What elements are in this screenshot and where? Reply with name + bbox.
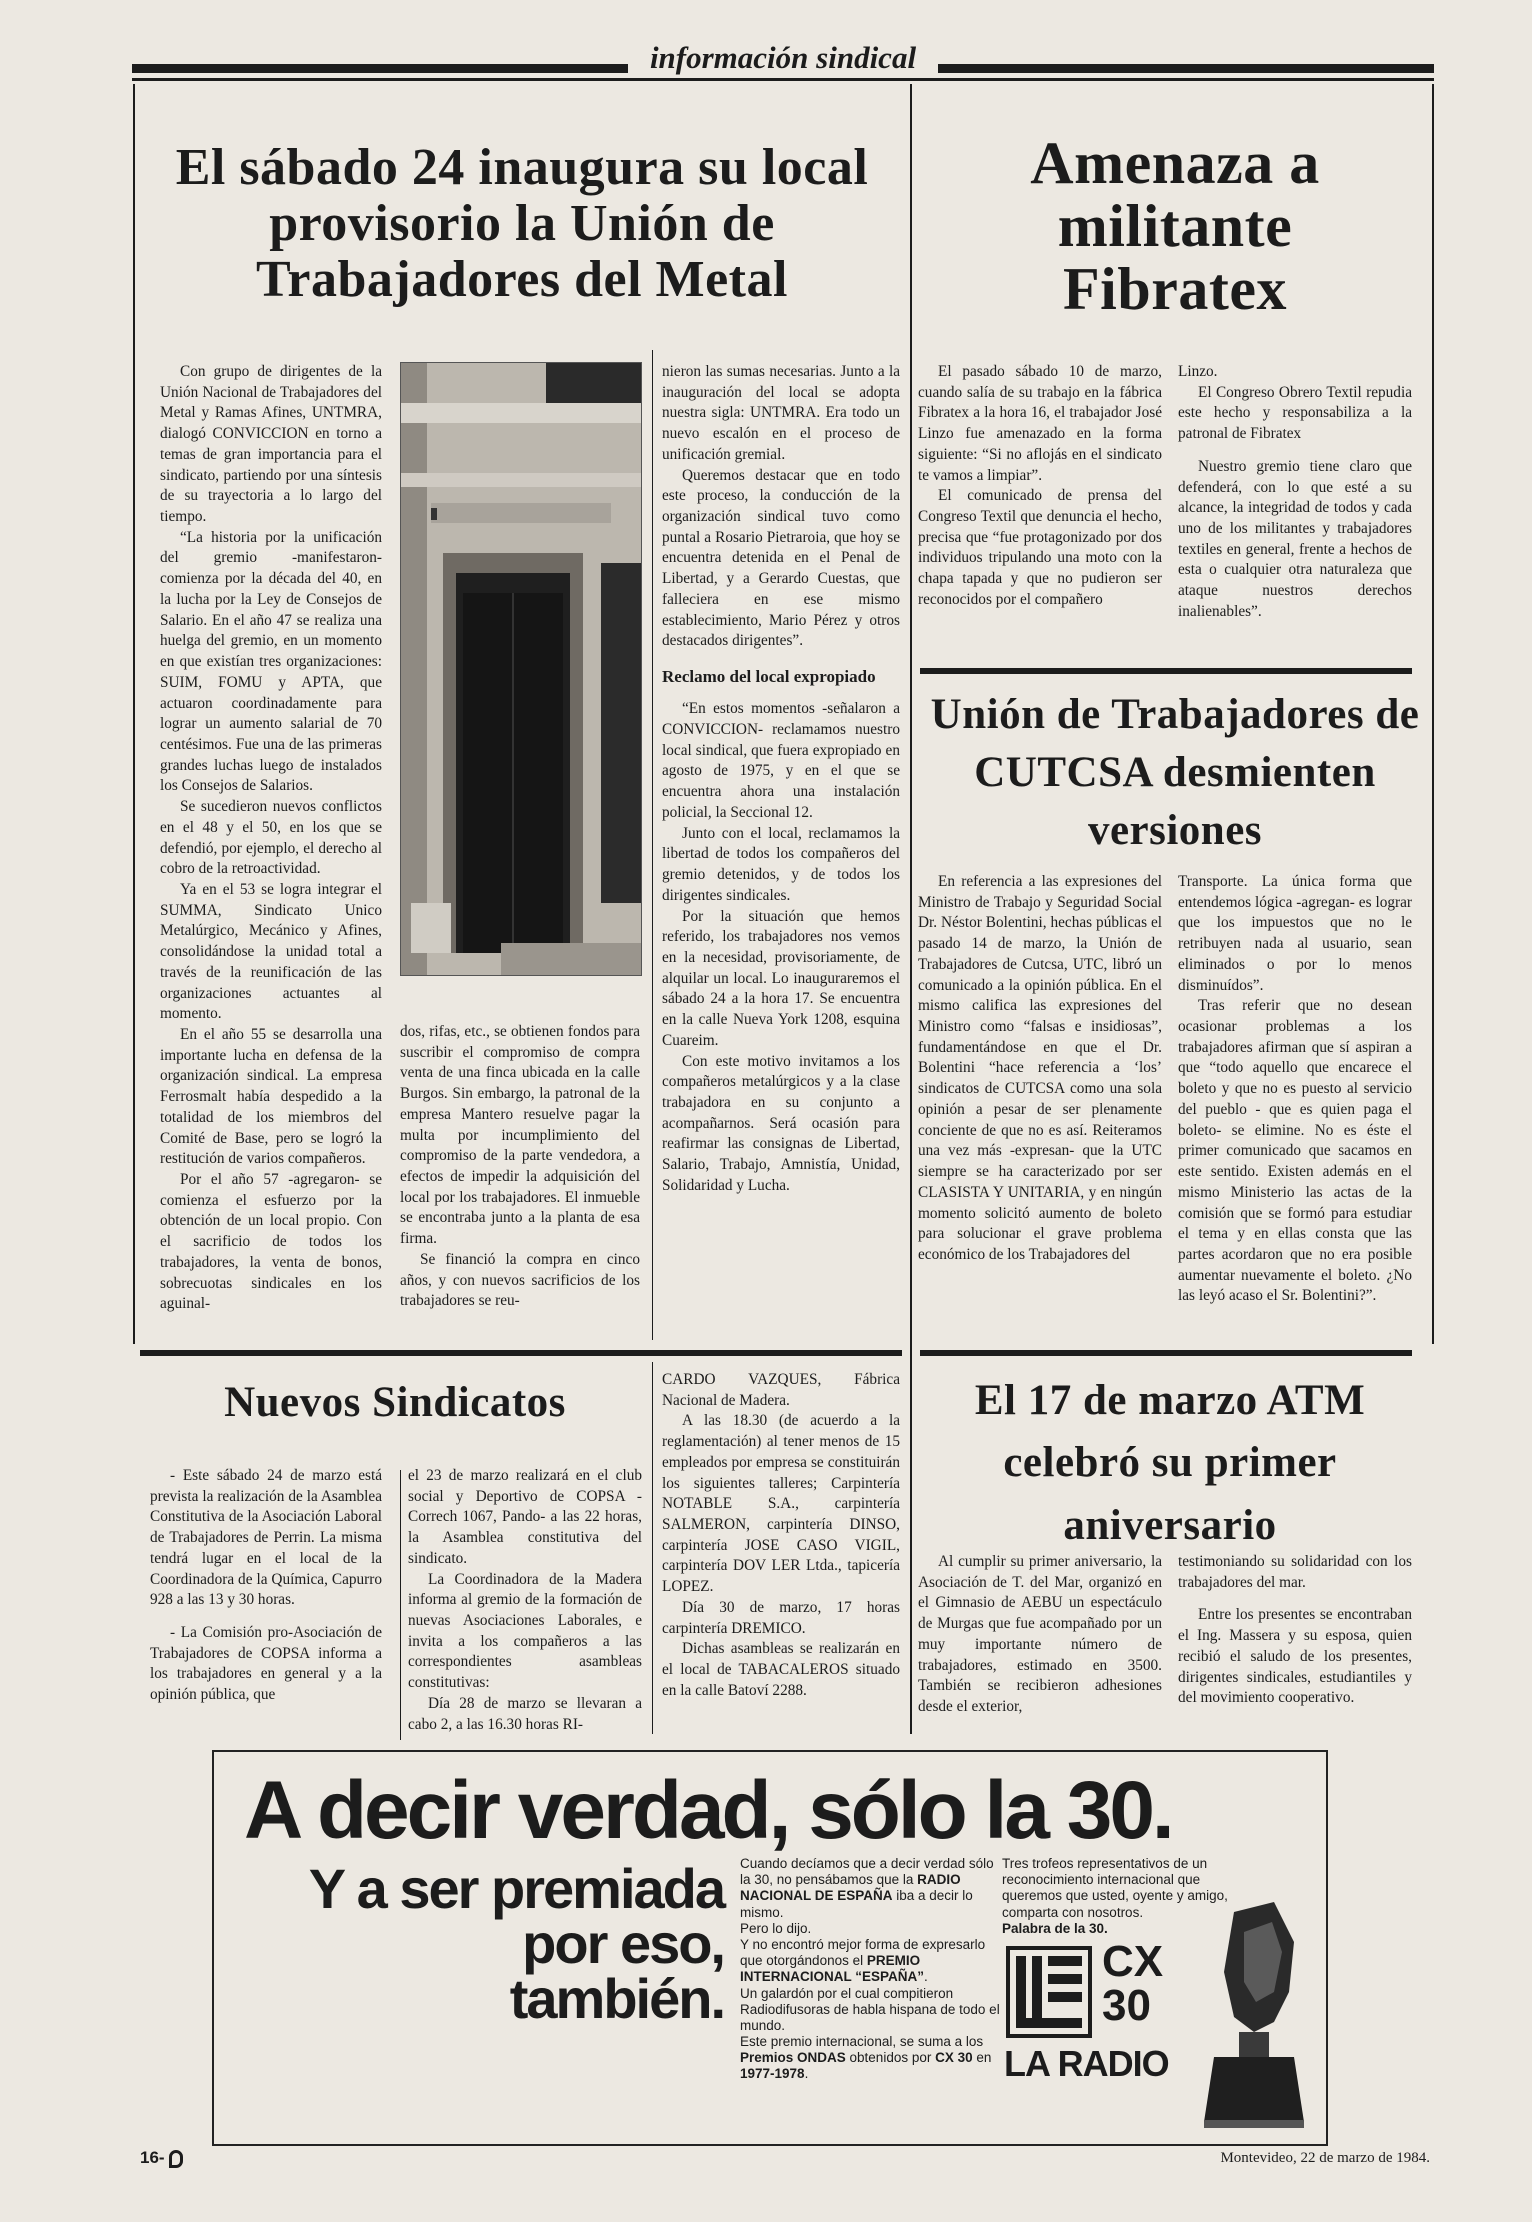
cx30-logo-mark	[1004, 1944, 1094, 2040]
page-number	[140, 2148, 183, 2168]
paragraph: Transporte. La única forma que entendemos lógica -agregan- es lograr que los impuestos que no le retribuyen nada al usuario, sean eliminados o por lo menos disminuídos”.	[1178, 873, 1412, 994]
paragraph: “La historia por la unificación del gremio -manifestaron- comienza por la década del 40, en la lucha por la Ley de Consejos de Salario. En el año 47 se realiza una huelga del gremio, en un momento en que existían tres organizaciones: SUIM, FOMU y APTA, que actuaron coordinadamente para lograr un aumento salarial de 70 centésimos. Fue una de las primeras grandes luchas luego de instalados los Consejos de Salarios.	[160, 528, 382, 795]
paragraph: Tras referir que no desean ocasionar problemas a los trabajadores afirman que sí aspiran a que “todo aquello que encarece el boleto y que no es puesto al servicio del pueblo - que es quien paga el boleto- se elimine. No es éste el primer comunicado que sacamos en este sentido. Existen además en el mismo Ministerio las actas de la comisión que se formó para estudiar el tema y en ellas consta que las partes acordaron que no era posible aumentar nuevamente el boleto. ¿No las leyó acaso el Sr. Bolentini?”.	[1178, 997, 1412, 1305]
paragraph: el 23 de marzo realizará en el club social y Deportivo de COPSA -Correch 1067, Pando- a las 22 horas, la Asamblea constitutiva del sindicato.	[408, 1467, 642, 1567]
paragraph: testimoniando su solidaridad con los trabajadores del mar.	[1178, 1553, 1412, 1591]
building-photo-illustration	[401, 363, 641, 975]
atm-column-1	[918, 1552, 1162, 1718]
headline-cutcsa: Unión de Trabajadores de CUTCSA desmienten versiones	[930, 691, 1420, 855]
paragraph: Linzo.	[1178, 363, 1218, 380]
frame-left	[133, 84, 135, 1344]
paragraph: dos, rifas, etc., se obtienen fondos para suscribir el compromiso de compra venta de una finca ubicada en la calle Burgos. Sin embargo, la patronal de la empresa Mantero resuelve pagar la multa por incumplimiento del compromiso de la parte vendedora, a efectos de impedir la adquisición del local por los trabajadores. El inmueble se encontraba junto a la planta de esa firma.	[400, 1023, 640, 1248]
paragraph: “En estos momentos -señalaron a CONVICCION- reclamamos nuestro local sindical, que fuera expropiado en agosto de 1975, y en el que se encuentra ahora una instalación policial, la Seccional 12.	[662, 700, 900, 821]
paragraph: El Congreso Obrero Textil repudia este hecho y responsabiliza a la patronal de Fibratex	[1178, 383, 1412, 443]
paragraph: Con grupo de dirigentes de la Unión Nacional de Trabajadores del Metal y Ramas Afines, UNTMRA, dialogó CONVICCION en torno a temas de gran importancia para el sindicato, partiendo por una síntesis de su trayectoria a lo largo del tiempo.	[160, 363, 382, 526]
column-divider-main	[910, 84, 912, 1734]
headline-atm: El 17 de marzo ATM celebró su primer aniversario	[974, 1377, 1366, 1549]
ad-sub-line: Y a ser premiada	[308, 1857, 724, 1920]
paragraph: Dichas asambleas se realizarán en el local de TABACALEROS situado en la calle Batoví 2288.	[662, 1640, 900, 1699]
paragraph: CARDO VAZQUES, Fábrica Nacional de Madera.	[662, 1371, 900, 1409]
paragraph: Al cumplir su primer aniversario, la Asociación de T. del Mar, organizó en el Gimnasio de AEBU un espectáculo de Murgas que fue acompañado por un muy importante número de trabajadores, estimado en 3500. También se recibieron adhesiones desde el exterior,	[918, 1553, 1162, 1716]
subheading: Reclamo del local expropiado	[662, 667, 876, 687]
paragraph: Queremos destacar que en todo este proceso, la conducción de la organización sindical tuvo como puntal a Rosario Pietraroia, que hoy se encuentra detenida en el Penal de Libertad, y a Gerardo Cuestas, que falleciera en ese mismo establecimiento, Mario Pérez y otros destacados dirigentes”.	[662, 466, 900, 650]
nuevos-column-1	[150, 1466, 382, 1706]
ad-headline: A decir verdad, sólo la 30.	[244, 1765, 1172, 1856]
conviccion-logo-icon	[169, 2150, 183, 2168]
logo-code: CX	[1102, 1937, 1164, 1986]
ad-sub-line: por eso,	[522, 1911, 724, 1975]
metal-column-1	[160, 362, 382, 1315]
footer-date: Montevideo, 22 de marzo de 1984.	[1220, 2150, 1430, 2166]
paragraph: El comunicado de prensa del Congreso Textil que denuncia el hecho, precisa que “fue protagonizado por dos individuos tripulando una moto con la chapa tapada y que no pudieron ser reconocidos por el compañero	[918, 487, 1162, 608]
paragraph: Nuestro gremio tiene claro que defenderá, con lo que esté a su alcance, la integridad de todos y cada uno de los militantes y trabajadores textiles en general, frente a hechos de esta o cualquier otra naturaleza que ataque nuestros derechos inalienables”.	[1178, 457, 1412, 620]
paragraph: A las 18.30 (de acuerdo a la reglamentación) al tener menos de 15 empleados por empresa se constituirán los siguientes talleres; Carpintería NOTABLE S.A., carpintería SALMERON, carpintería DINSO, carpintería JOSE CASO VIGIL, carpintería DOV LER Ltda., tapicería LOPEZ.	[662, 1412, 900, 1596]
ad-subheadline	[254, 1857, 724, 2030]
paragraph: Entre los presentes se encontraban el Ing. Massera y su esposa, quien recibió el saludo de los presentes, dirigentes sindicales, estudiantiles y del movimiento cooperativo.	[1178, 1606, 1412, 1707]
rule-fibratex-cutcsa	[920, 668, 1412, 674]
column-divider-metal-1	[652, 350, 653, 1340]
trophy-illustration	[1194, 1902, 1314, 2132]
radio-advertisement	[212, 1750, 1328, 2146]
logo-tagline: LA RADIO	[1004, 2043, 1169, 2084]
cutcsa-column-1	[918, 872, 1162, 1266]
atm-column-2	[1178, 1552, 1412, 1709]
section-title: información sindical	[628, 38, 938, 78]
paragraph: - La Comisión pro-Asociación de Trabajadores de COPSA informa a los trabajadores en general y a la opinión pública, que	[150, 1624, 382, 1704]
rule-metal-nuevos	[140, 1350, 902, 1356]
frame-right	[1432, 84, 1434, 1344]
paragraph: Se financió la compra en cinco años, y con nuevos sacrificios de los trabajadores se reu-	[400, 1250, 640, 1310]
headline-metal: El sábado 24 inaugura su local provisorio la Unión de Trabajadores del Metal	[175, 139, 869, 309]
paragraph: En referencia a las expresiones del Ministro de Trabajo y Seguridad Social Dr. Néstor Bolentini, hechas públicas el pasado 14 de marzo, la Unión de Trabajadores de Cutcsa, UTC, libró un comunicado a la opinión pública. En el mismo califica las expresiones del Ministro como “falsas e insidiosas”, fundamentándose en que el Dr. Bolentini “hace referencia a ‘los’ sindicatos de CUTCSA como una sola opinión a pesar de ser plenamente conciente de que no es así. Reiteramos una vez más -expresan- que la UTC siempre se ha caracterizado por ser CLASISTA Y UNITARIA, y en ningún momento solicitó aumento de boleto para solucionar el grave problema económico de los Trabajadores del	[918, 873, 1162, 1263]
fibratex-column-2	[1178, 362, 1412, 623]
headline-fibratex: Amenaza a militante Fibratex	[1030, 130, 1320, 322]
paragraph: - Este sábado 24 de marzo está prevista la realización de la Asamblea Constitutiva de la Asociación Laboral de Trabajadores de Perrin. La misma tendrá lugar en el local de la Coordinadora de la Química, Capurro 928 a las 13 y 30 horas.	[150, 1467, 382, 1609]
ad-trophy-text: Tres trofeos representativos de un reconocimiento internacional que queremos que usted, oyente y amigo, comparta con nosotros. Palabra de la 30.	[1002, 1856, 1228, 1936]
paragraph: Se sucedieron nuevos conflictos en el 48 y el 50, en los que se defendió, por ejemplo, el derecho al cobro de la retroactividad.	[160, 798, 382, 878]
fibratex-column-1	[918, 362, 1162, 611]
paragraph: nieron las sumas necesarias. Junto a la inauguración del local se adopta nuestra sigla: UNTMRA. Era todo un nuevo escalón en el proceso de unificación gremial.	[662, 363, 900, 463]
paragraph: Día 30 de marzo, 17 horas carpintería DREMICO.	[662, 1598, 900, 1637]
header-rule-bottom	[132, 78, 1434, 81]
paragraph: Por la situación que hemos referido, los trabajadores nos vemos en la necesidad, provisoriamente, de alquilar un local. Lo inauguraremos el sábado 24 a la hora 17. Se encuentra en la calle Nueva York 1208, esquina Cuareim.	[662, 907, 900, 1049]
nuevos-column-2	[408, 1466, 642, 1735]
paragraph: El pasado sábado 10 de marzo, cuando salía de su trabajo en la fábrica Fibratex a la hora 16, el trabajador José Linzo fue amenazado en la forma siguiente: “Si no aflojás en el sindicato te vamos a limpiar”.	[918, 363, 1162, 484]
nuevos-column-3	[662, 1370, 900, 1702]
paragraph: En el año 55 se desarrolla una importante lucha en defensa de la organización sindical. La empresa Ferrosmalt había despedido a la totalidad de los miembros del Comité de Base, pero se logró la restitución de varios compañeros.	[160, 1026, 382, 1168]
paragraph: Junto con el local, reclamamos la libertad de todos los compañeros del gremio detenidos, y de todos los dirigentes sindicales.	[662, 824, 900, 904]
paragraph: Ya en el 53 se logra integrar el SUMMA, Sindicato Unico Metalúrgico, Mecánico y Afines, consolidándose la unidad total a través de la reunificación de las organizaciones actuantes al momento.	[160, 880, 382, 1023]
page-number-text: 16-	[140, 2148, 165, 2167]
paragraph: Día 28 de marzo se llevaran a cabo 2, a las 16.30 horas RI-	[408, 1694, 642, 1733]
headline-nuevos: Nuevos Sindicatos	[224, 1379, 566, 1426]
ad-sub-line: también.	[509, 1966, 724, 2030]
trophy-photo	[1194, 1902, 1314, 2132]
logo-number: 30	[1102, 1981, 1151, 2030]
ad-body-text: Cuando decíamos que a decir verdad sólo la 30, no pensábamos que la RADIO NACIONAL DE ESPAÑA iba a decir lo mismo. Pero lo dijo. Y no encontró mejor forma de expresarlo que otorgándonos el PREMIO INTERNACIONAL “ESPAÑA”. Un galardón por el cual compitieron Radiodifusoras de habla hispana de todo el mundo. Este premio internacional, se suma a los Premios ONDAS obtenidos por CX 30 en 1977-1978.	[740, 1856, 1000, 2082]
column-divider-nuevos-2	[652, 1362, 653, 1734]
metal-column-3	[662, 362, 900, 1197]
rule-cutcsa-atm	[920, 1350, 1412, 1356]
paragraph: Por el año 57 -agregaron- se comienza el esfuerzo por la obtención de un local propio. Con el sacrificio de todos los trabajadores, la venta de bonos, sobrecuotas sindicales en los aguinal-	[160, 1171, 382, 1313]
paragraph: Con este motivo invitamos a los compañeros metalúrgicos y a la clase trabajadora en su conjunto a acompañarnos. Será ocasión para reafirmar las consignas de Libertad, Salario, Trabajo, Amnistía, Unidad, Solidaridad y Lucha.	[662, 1052, 900, 1194]
cutcsa-column-2	[1178, 872, 1412, 1307]
paragraph: La Coordinadora de la Madera informa al gremio de la formación de nuevas Asociaciones Laborales, e invita a los compañeros a las correspondientes asambleas constitutivas:	[408, 1570, 642, 1692]
metal-column-2	[400, 1022, 640, 1312]
cx30-logo	[1004, 1937, 1204, 2084]
building-photo	[400, 362, 642, 976]
column-divider-nuevos-1	[400, 1470, 401, 1740]
